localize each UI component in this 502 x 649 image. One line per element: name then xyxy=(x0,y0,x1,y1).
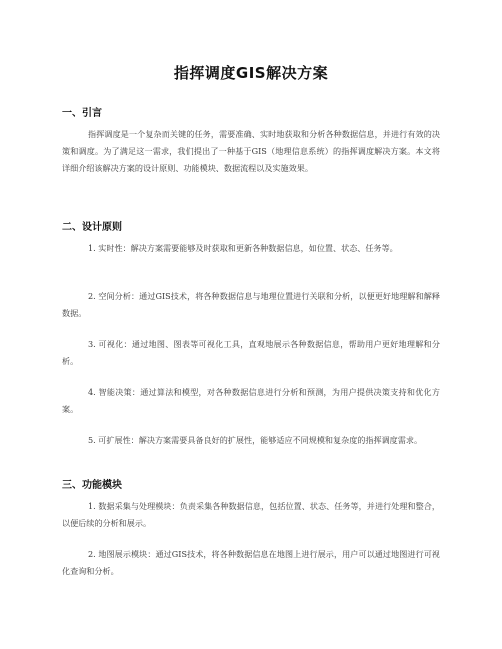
section-heading-function-modules: 三、功能模块 xyxy=(62,480,122,491)
principle-item-4: 4. 智能决策：通过算法和模型，对各种数据信息进行分析和预测，为用户提供决策支持和优化方案。 xyxy=(62,387,440,414)
intro-paragraph: 指挥调度是一个复杂而关键的任务，需要准确、实时地获取和分析各种数据信息，并进行有效的决策和调度。为了满足这一需求，我们提出了一种基于GIS（地理信息系统）的指挥调度解决方案。本文将详细介绍该解决方案的设计原则、功能模块、数据流程以及实施效果。 xyxy=(62,129,440,173)
module-item-1: 1. 数据采集与处理模块：负责采集各种数据信息，包括位置、状态、任务等，并进行处理和整合，以便后续的分析和展示。 xyxy=(62,501,440,528)
section-heading-design-principles: 二、设计原则 xyxy=(62,222,122,233)
principle-item-1: 1. 实时性：解决方案需要能够及时获取和更新各种数据信息，如位置、状态、任务等。 xyxy=(88,243,398,253)
section-heading-intro: 一、引言 xyxy=(62,108,102,119)
document-title: 指挥调度GIS解决方案 xyxy=(173,64,329,82)
module-item-2: 2. 地图展示模块：通过GIS技术，将各种数据信息在地图上进行展示，用户可以通过地图进行可视化查询和分析。 xyxy=(62,549,440,576)
principle-item-3: 3. 可视化：通过地图、图表等可视化工具，直观地展示各种数据信息，帮助用户更好地理解和分析。 xyxy=(62,339,440,366)
principle-item-2: 2. 空间分析：通过GIS技术，将各种数据信息与地理位置进行关联和分析，以便更好地理解和解释数据。 xyxy=(62,291,440,318)
principle-item-5: 5. 可扩展性：解决方案需要具备良好的扩展性，能够适应不同规模和复杂度的指挥调度需求。 xyxy=(88,435,423,445)
